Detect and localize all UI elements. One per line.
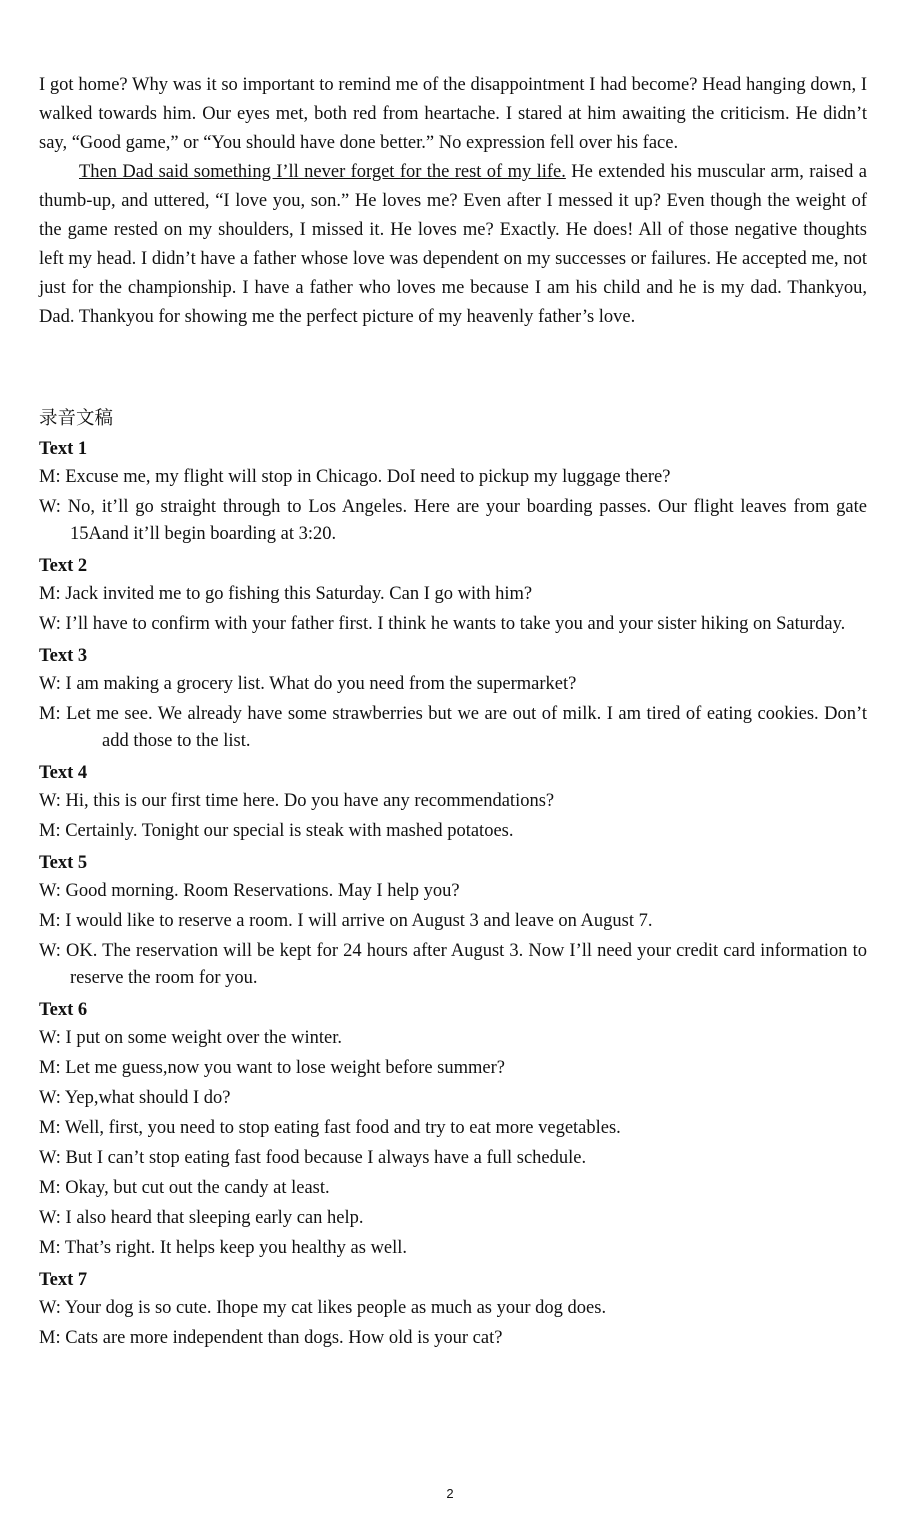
dialogue-line: W: I also heard that sleeping early can help. [39,1208,364,1228]
dialogue-line: M: Well, first, you need to stop eating fast food and try to eat more vegetables. [39,1118,621,1138]
text-2-heading: Text 2 [39,556,88,576]
text-5-heading: Text 5 [39,853,88,873]
dialogue-line: M: Let me see. We already have some strawberries but we are out of milk. I am tired of eating cookies. Don’t add those to the list. [39,704,867,751]
dialogue-line: M: Okay, but cut out the candy at least. [39,1178,330,1198]
dialogue-line: M: Let me guess,now you want to lose weight before summer? [39,1058,505,1078]
transcript-title: 录音文稿 [39,408,114,429]
section-gap [39,332,867,404]
dialogue-line: W: But I can’t stop eating fast food because I always have a full schedule. [39,1148,587,1168]
dialogue-line: W: Yep,what should I do? [39,1088,231,1108]
underlined-sentence: Then Dad said something I’ll never forget for the rest of my life. [79,162,566,182]
dialogue-line: M: Cats are more independent than dogs. How old is your cat? [39,1328,503,1348]
dialogue-line: W: I am making a grocery list. What do you need from the supermarket? [39,674,577,694]
page-number: 2 [446,1486,454,1501]
dialogue-line: M: Excuse me, my flight will stop in Chicago. DoI need to pickup my luggage there? [39,467,671,487]
dialogue-line: W: I put on some weight over the winter. [39,1028,342,1048]
dialogue-line: W: Your dog is so cute. Ihope my cat likes people as much as your dog does. [39,1298,607,1318]
story-paragraph-2 [39,158,867,332]
dialogue-line: M: That’s right. It helps keep you healthy as well. [39,1238,408,1258]
text-6-heading: Text 6 [39,1000,88,1020]
text-1-heading: Text 1 [39,439,88,459]
text-7-heading: Text 7 [39,1270,88,1290]
document-page [39,71,867,1355]
dialogue-line: M: I would like to reserve a room. I will arrive on August 3 and leave on August 7. [39,911,653,931]
dialogue-line: W: I’ll have to confirm with your father first. I think he wants to take you and your sister hiking on Saturday. [39,614,846,634]
dialogue-line: W: No, it’ll go straight through to Los Angeles. Here are your boarding passes. Our flight leaves from gate 15Aand it’ll begin boarding at 3:20. [39,497,867,544]
dialogue-line: W: OK. The reservation will be kept for 24 hours after August 3. Now I’ll need your credit card information to reserve the room for you. [39,941,867,988]
dialogue-line: M: Certainly. Tonight our special is steak with mashed potatoes. [39,821,514,841]
text-3-heading: Text 3 [39,646,88,666]
dialogue-line: M: Jack invited me to go fishing this Saturday. Can I go with him? [39,584,533,604]
text-4-heading: Text 4 [39,763,88,783]
dialogue-line: W: Good morning. Room Reservations. May I help you? [39,881,460,901]
story-paragraph-2-rest: He extended his muscular arm, raised a thumb-up, and uttered, “I love you, son.” He loves me? Even after I messed it up? Even though the weight of the game rested on my shoulders, I missed it. He loves me? Exactly. He does! All of those negative thoughts left my head. I didn’t have a father whose love was dependent on my successes or failures. He accepted me, not just for the championship. I have a father who loves me because I am his child and he is my dad. Thankyou, Dad. Thankyou for showing me the perfect picture of my heavenly father’s love. [39,162,867,327]
dialogue-line: W: Hi, this is our first time here. Do you have any recommendations? [39,791,555,811]
story-paragraph-1: I got home? Why was it so important to remind me of the disappointment I had become? Head hanging down, I walked towards him. Our eyes met, both red from heartache. I stared at him awaiting the criticism. He didn’t say, “Good game,” or “You should have done better.” No expression fell over his face. [39,75,867,153]
